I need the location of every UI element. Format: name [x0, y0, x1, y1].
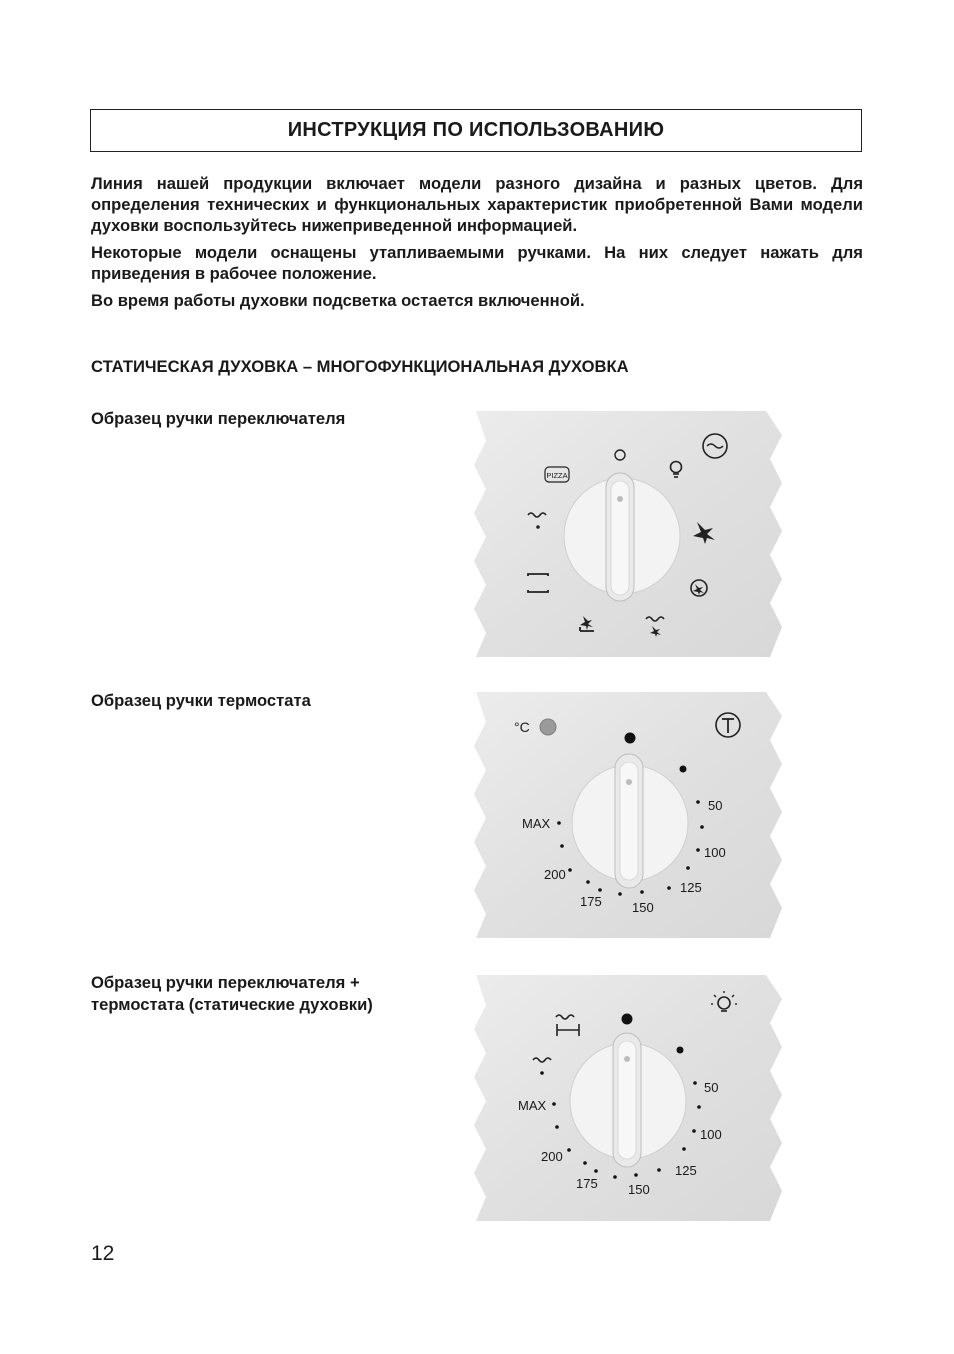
scale-dot — [692, 1129, 696, 1133]
temp-label-100: 100 — [704, 845, 726, 860]
combined-knob-label-line1: Образец ручки переключателя + — [91, 973, 360, 992]
scale-dot — [693, 1081, 697, 1085]
pizza-label: PIZZA — [546, 471, 568, 480]
temp-label-max: MAX — [518, 1098, 547, 1113]
temp-label-150: 150 — [632, 900, 654, 915]
scale-dot — [555, 1125, 559, 1129]
scale-dot — [568, 868, 572, 872]
scale-dot — [696, 800, 700, 804]
combined-knob-label-line2: термостата (статические духовки) — [91, 995, 373, 1014]
scale-dot — [640, 890, 644, 894]
scale-dot — [552, 1102, 556, 1106]
thermostat-knob-label: Образец ручки термостата — [91, 691, 311, 710]
intro-paragraph-3: Во время работы духовки подсветка остается включенной. — [91, 291, 585, 310]
temp-label-max: MAX — [522, 816, 551, 831]
celsius-label: °C — [514, 719, 530, 735]
scale-dot — [598, 888, 602, 892]
scale-dot — [567, 1148, 571, 1152]
temp-label-125: 125 — [675, 1163, 697, 1178]
scale-dot — [634, 1173, 638, 1177]
combined-knob-label — [91, 972, 373, 1016]
scale-dot — [677, 1047, 684, 1054]
scale-dot — [613, 1175, 617, 1179]
scale-dot — [560, 844, 564, 848]
page-number: 12 — [91, 1242, 115, 1265]
scale-dot — [700, 825, 704, 829]
selector-knob-panel — [470, 411, 784, 659]
temp-label-200: 200 — [541, 1149, 563, 1164]
temp-label-100: 100 — [700, 1127, 722, 1142]
scale-dot — [686, 866, 690, 870]
temp-label-175: 175 — [576, 1176, 598, 1191]
page-title: ИНСТРУКЦИЯ ПО ИСПОЛЬЗОВАНИЮ — [90, 109, 862, 152]
scale-dot — [697, 1105, 701, 1109]
temp-label-175: 175 — [580, 894, 602, 909]
temp-label-50: 50 — [708, 798, 723, 813]
selector-knob-label: Образец ручки переключателя — [91, 409, 346, 428]
temp-label-50: 50 — [704, 1080, 719, 1095]
off-position-dot — [625, 733, 636, 744]
scale-dot — [696, 848, 700, 852]
temp-label-200: 200 — [544, 867, 566, 882]
scale-dot — [618, 892, 622, 896]
scale-dot — [586, 880, 590, 884]
off-position-dot — [622, 1014, 633, 1025]
scale-dot — [682, 1147, 686, 1151]
intro-paragraph-1: Линия нашей продукции включает модели разного дизайна и разных цветов. Для определения технических и функциональных характеристик приобретенной Вами модели духовки воспользуйтесь нижеприведенной информацией. — [91, 174, 863, 235]
scale-dot — [583, 1161, 587, 1165]
section-title: СТАТИЧЕСКАЯ ДУХОВКА – МНОГОФУНКЦИОНАЛЬНАЯ ДУХОВКА — [91, 357, 629, 376]
scale-dot — [680, 766, 687, 773]
scale-dot — [667, 886, 671, 890]
temp-label-125: 125 — [680, 880, 702, 895]
intro-text — [91, 173, 863, 317]
scale-dot — [594, 1169, 598, 1173]
scale-dot — [657, 1168, 661, 1172]
thermostat-knob-panel — [470, 692, 784, 940]
thermostat-indicator-lamp — [540, 719, 556, 735]
intro-paragraph-2: Некоторые модели оснащены утапливаемыми ручками. На них следует нажать для приведения в рабочее положение. — [91, 243, 863, 283]
scale-dot — [557, 821, 561, 825]
temp-label-150: 150 — [628, 1182, 650, 1197]
combined-knob-panel — [470, 975, 784, 1223]
